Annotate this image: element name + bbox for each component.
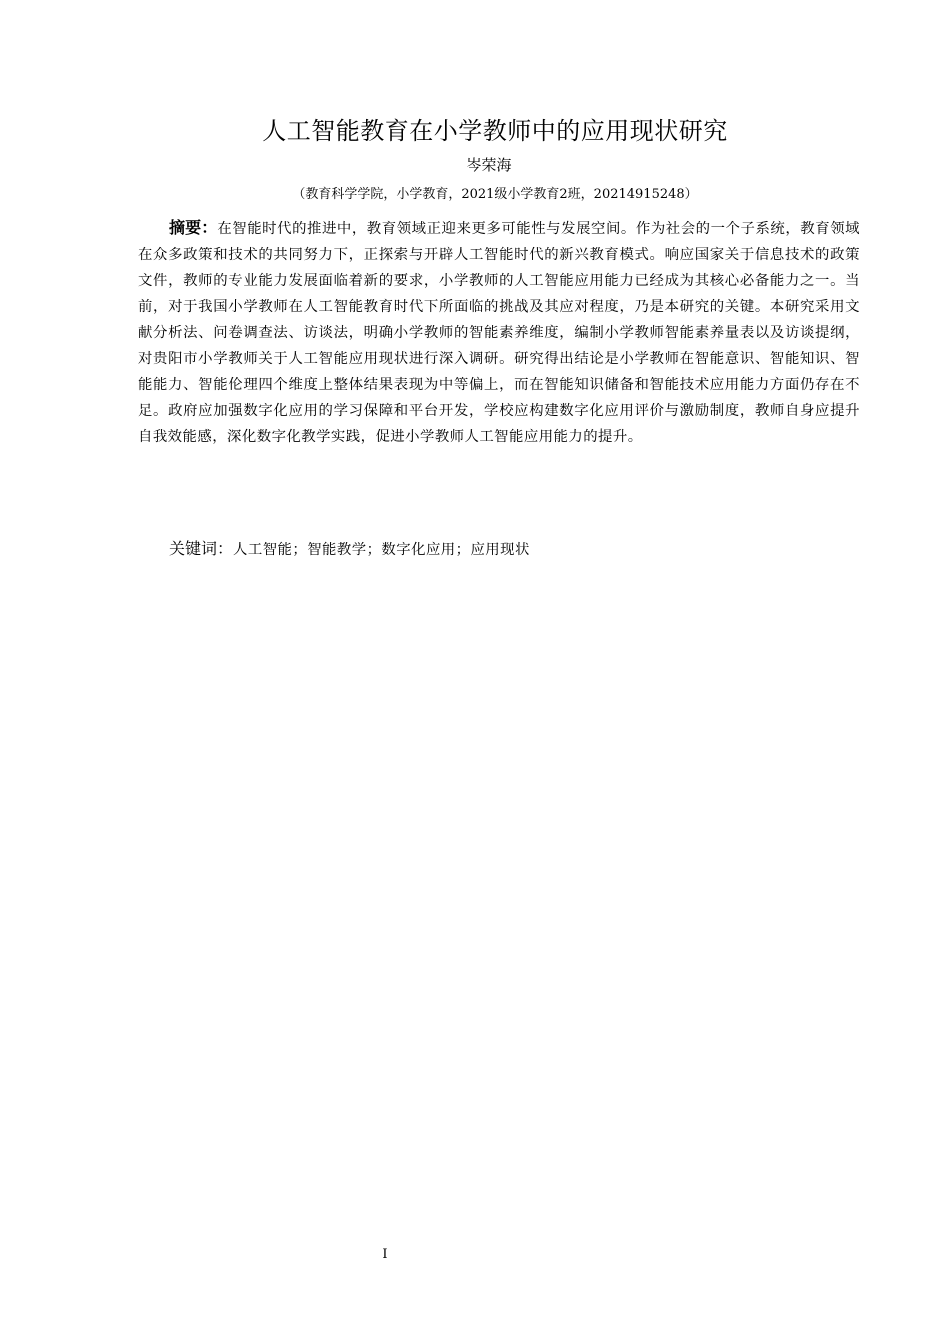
keywords-text: 人工智能；智能教学；数字化应用；应用现状 [233,542,530,558]
keywords-line [169,536,859,563]
author-name: 岑荣海 [466,156,512,174]
abstract-paragraph [138,215,860,450]
abstract-text: 在智能时代的推进中，教育领域正迎来更多可能性与发展空间。作为社会的一个子系统，教育领域在众多政策和技术的共同努力下，正探索与开辟人工智能时代的新兴教育模式。响应国家关于信息技术的政策文件，教师的专业能力发展面临着新的要求，小学教师的人工智能应用能力已经成为其核心必备能力之一。当前，对于我国小学教师在人工智能教育时代下所面临的挑战及其应对程度，乃是本研究的关键。本研究采用文献分析法、问卷调查法、访谈法，明确小学教师的智能素养维度，编制小学教师智能素养量表以及访谈提纲，对贵阳市小学教师关于人工智能应用现状进行深入调研。研究得出结论是小学教师在智能意识、智能知识、智能能力、智能伦理四个维度上整体结果表现为中等偏上，而在智能知识储备和智能技术应用能力方面仍存在不足。政府应加强数字化应用的学习保障和平台开发，学校应构建数字化应用评价与激励制度，教师自身应提升自我效能感，深化数字化教学实践，促进小学教师人工智能应用能力的提升。 [138,221,860,445]
keywords-label: 关键词： [169,539,234,558]
paper-title: 人工智能教育在小学教师中的应用现状研究 [262,117,728,145]
author-affiliation: （教育科学学院，小学教育，2021级小学教育2班，20214915248） [292,187,698,202]
abstract-label: 摘要： [169,218,218,237]
page-number: I [382,1247,388,1262]
